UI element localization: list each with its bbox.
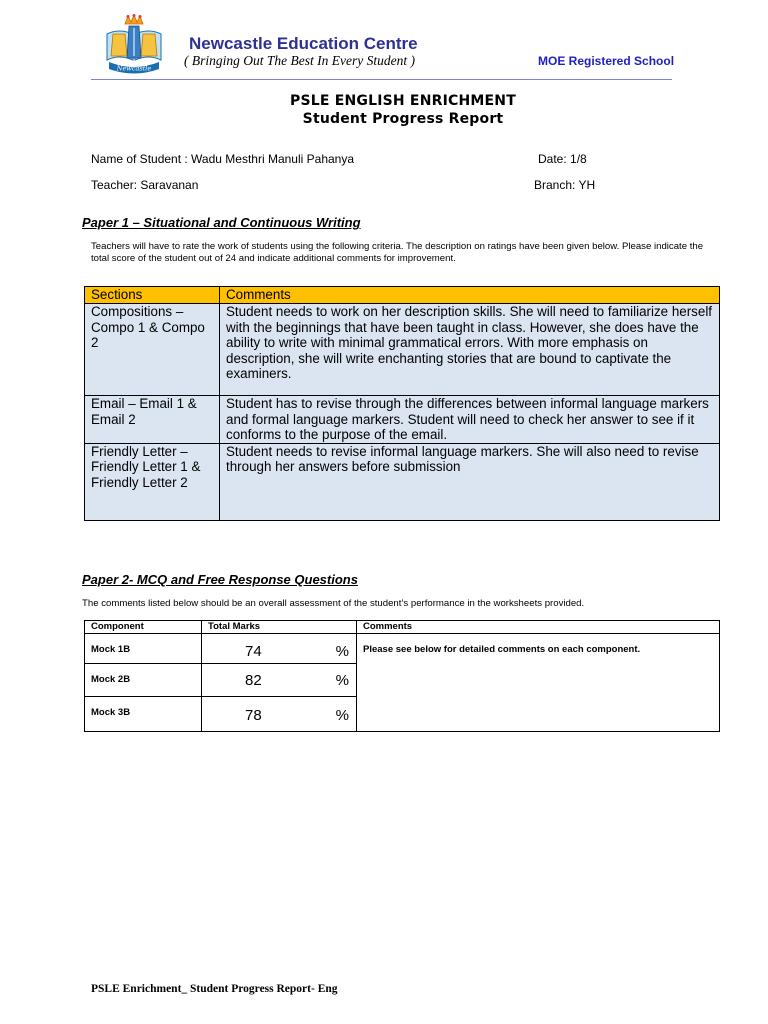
registration-label: MOE Registered School — [538, 54, 675, 68]
document-subtitle: Student Progress Report — [302, 111, 504, 127]
column-header-component: Component — [85, 621, 202, 634]
comment-cell: Student needs to work on her description skills. She will need to familiarize herself with the beginnings that have been taught in class. However, she does have the ability to write with minimal grammatical errors. With more emphasis on description, she will write enchanting stories that are bound to captivate the examiners. — [220, 304, 720, 396]
section-cell: Compositions – Compo 1 & Compo 2 — [85, 304, 220, 396]
paper1-heading: Paper 1 – Situational and Continuous Writing — [82, 215, 361, 230]
paper2-table — [84, 620, 720, 732]
teacher-name: Teacher: Saravanan — [91, 178, 199, 192]
school-tagline: ( Bringing Out The Best In Every Student ) — [184, 53, 415, 68]
section-cell: Email – Email 1 & Email 2 — [85, 396, 220, 444]
report-date: Date: 1/8 — [538, 152, 587, 166]
paper2-instructions: The comments listed below should be an overall assessment of the student’s performance in the worksheets provided. — [82, 598, 585, 609]
marks-value: 78 — [245, 707, 262, 724]
overall-comment-cell: Please see below for detailed comments on each component. — [357, 634, 720, 732]
table-row — [85, 443, 720, 520]
column-header-total-marks: Total Marks — [202, 621, 357, 634]
column-header-sections: Sections — [85, 287, 220, 304]
page-footer: PSLE Enrichment_ Student Progress Report- Eng — [91, 983, 338, 995]
marks-cell — [202, 664, 357, 697]
column-header-comments: Comments — [357, 621, 720, 634]
section-cell: Friendly Letter – Friendly Letter 1 & Friendly Letter 2 — [85, 443, 220, 520]
marks-value: 74 — [245, 643, 262, 660]
table-header-row — [85, 287, 720, 304]
header-divider — [91, 79, 672, 80]
school-logo — [103, 14, 165, 74]
marks-unit: % — [335, 643, 349, 660]
comment-cell: Student needs to revise informal language markers. She will also need to revise through her answers before submission — [220, 443, 720, 520]
component-cell: Mock 3B — [85, 697, 202, 732]
marks-value: 82 — [245, 672, 262, 689]
comment-cell: Student has to revise through the differences between informal language markers and formal language markers. Student will need to check her answer to see if it conforms to the purpose of the email. — [220, 396, 720, 444]
marks-cell — [202, 634, 357, 664]
table-row — [85, 304, 720, 396]
component-cell: Mock 1B — [85, 634, 202, 664]
school-name: Newcastle Education Centre — [189, 34, 418, 53]
table-header-row — [85, 621, 720, 634]
column-header-comments: Comments — [220, 287, 720, 304]
document-title: PSLE ENGLISH ENRICHMENT — [290, 93, 516, 109]
paper2-heading: Paper 2- MCQ and Free Response Questions — [82, 572, 358, 587]
component-cell: Mock 2B — [85, 664, 202, 697]
branch-name: Branch: YH — [534, 178, 596, 192]
marks-unit: % — [335, 707, 349, 724]
student-name: Name of Student : Wadu Mesthri Manuli Pahanya — [91, 152, 355, 166]
marks-unit: % — [335, 672, 349, 689]
marks-cell — [202, 697, 357, 732]
table-row — [85, 396, 720, 444]
paper1-table — [84, 286, 720, 521]
logo-banner-text: Newcastle — [116, 64, 152, 73]
paper1-instructions: Teachers will have to rate the work of students using the following criteria. The description on ratings have been given below. Please indicate the total score of the student out of 24 and indicate additional comments for improvement. — [91, 241, 704, 264]
table-row — [85, 634, 720, 664]
